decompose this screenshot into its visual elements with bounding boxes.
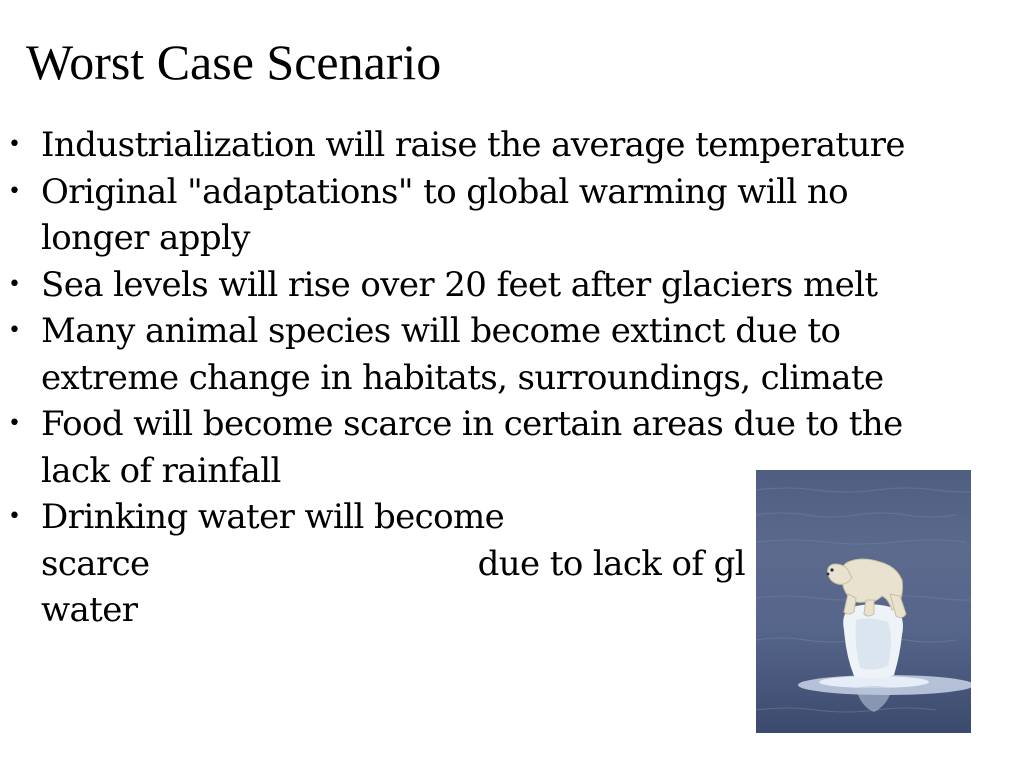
bullet-text: Sea levels will rise over 20 feet after glaciers melt — [41, 264, 878, 305]
slide-title: Worst Case Scenario — [26, 34, 442, 90]
polar-bear — [828, 559, 906, 618]
bullet-text: Food will become scarce in certain areas due to the — [41, 404, 903, 444]
bullet-dot: • — [8, 504, 21, 529]
bullet-text: longer apply — [41, 218, 250, 258]
bullet-text: water — [41, 590, 138, 630]
bullet-dot: • — [8, 178, 21, 204]
bullet-dot: • — [8, 318, 21, 343]
bullet-dot: • — [8, 271, 21, 297]
bullet-item-sea-levels — [0, 262, 1000, 309]
bullet-text: due to lack of gl — [477, 543, 746, 584]
bullet-item-adaptations — [0, 169, 1000, 262]
bullet-text: lack of rainfall — [41, 450, 281, 491]
bullet-item-animal-species — [0, 308, 1000, 401]
bullet-text: Industrialization will raise the average temperature — [41, 125, 905, 165]
bullet-text: Original "adaptations" to global warming will no — [41, 171, 849, 212]
bullet-text: Drinking water will become — [41, 497, 505, 537]
bullet-item-industrialization — [0, 122, 1000, 169]
bullet-text: Many animal species will become extinct due to — [41, 311, 841, 351]
bullet-dot: • — [8, 411, 21, 436]
bullet-text: extreme change in habitats, surroundings, climate — [41, 357, 884, 398]
bullet-dot: • — [8, 132, 21, 157]
bullet-text: scarce — [41, 543, 150, 584]
polar-bear-photo — [756, 470, 971, 733]
